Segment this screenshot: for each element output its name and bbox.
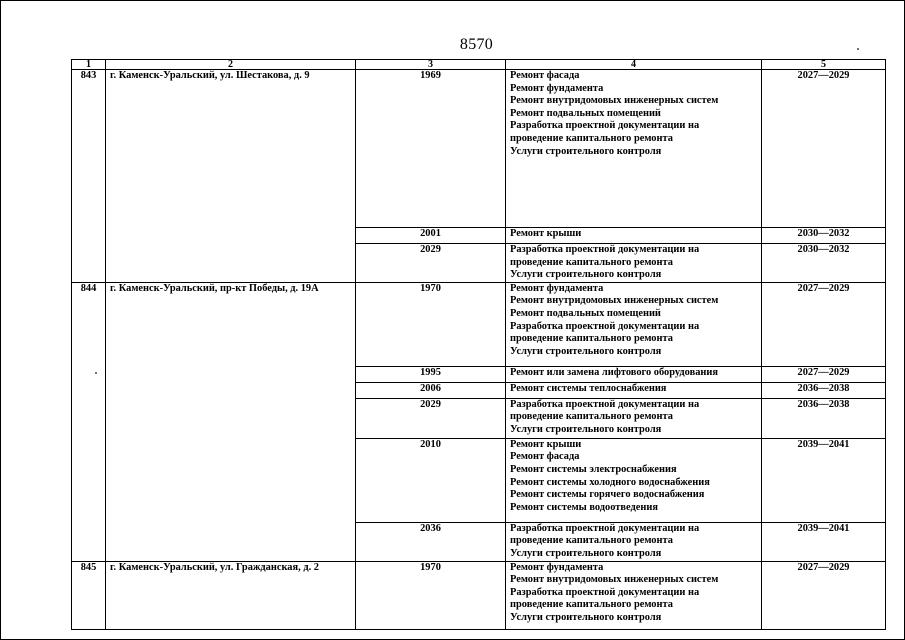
period-cell: 2030—2032 bbox=[762, 244, 886, 283]
works-cell bbox=[506, 228, 762, 244]
works-cell bbox=[506, 522, 762, 561]
building-number: 844 bbox=[72, 282, 106, 561]
work-item: Ремонт фасада bbox=[510, 70, 580, 81]
work-item: Разработка проектной документации на bbox=[510, 320, 700, 332]
works-cell bbox=[506, 438, 762, 522]
year-cell: 2001 bbox=[356, 228, 506, 244]
work-item: проведение капитального ремонта bbox=[510, 535, 673, 547]
building-address: г. Каменск-Уральский, ул. Гражданская, д. 2 bbox=[106, 561, 356, 629]
work-item: Ремонт внутридомовых инженерных систем bbox=[510, 295, 719, 307]
work-item: Разработка проектной документации на bbox=[510, 586, 700, 598]
building-number: 845 bbox=[72, 561, 106, 629]
page-number: 8570 bbox=[459, 36, 494, 53]
works-cell bbox=[506, 561, 762, 629]
building-address: г. Каменск-Уральский, ул. Шестакова, д. 9 bbox=[106, 70, 356, 283]
work-item: Разработка проектной документации на bbox=[510, 398, 700, 410]
column-header: 3 bbox=[356, 60, 506, 70]
year-cell: 2006 bbox=[356, 382, 506, 398]
year-cell: 1970 bbox=[356, 282, 506, 366]
work-item: проведение капитального ремонта bbox=[510, 599, 673, 611]
work-item: Ремонт крыши bbox=[510, 228, 582, 239]
column-header: 5 bbox=[762, 60, 886, 70]
work-item: Ремонт внутридомовых инженерных систем bbox=[510, 95, 719, 107]
work-item: Ремонт подвальных помещений bbox=[510, 107, 661, 119]
table-row bbox=[72, 282, 886, 366]
building-number: 843 bbox=[72, 70, 106, 283]
building-address: г. Каменск-Уральский, пр-кт Победы, д. 19А bbox=[106, 282, 356, 561]
year-cell: 1969 bbox=[356, 70, 506, 228]
work-item: Разработка проектной документации на bbox=[510, 120, 700, 132]
work-item: проведение капитального ремонта bbox=[510, 256, 673, 268]
table-row bbox=[72, 70, 886, 228]
period-cell: 2027—2029 bbox=[762, 561, 886, 629]
year-cell: 2029 bbox=[356, 398, 506, 438]
work-item: Ремонт системы электроснабжения bbox=[510, 463, 677, 475]
work-item: проведение капитального ремонта bbox=[510, 411, 673, 423]
period-cell: 2027—2029 bbox=[762, 282, 886, 366]
work-item: Услуги строительного контроля bbox=[510, 423, 662, 435]
period-cell: 2039—2041 bbox=[762, 522, 886, 561]
work-item: Ремонт системы горячего водоснабжения bbox=[510, 489, 705, 501]
period-cell: 2036—2038 bbox=[762, 382, 886, 398]
work-item: Разработка проектной документации на bbox=[510, 522, 700, 534]
work-item: Ремонт внутридомовых инженерных систем bbox=[510, 574, 719, 586]
work-item: Ремонт или замена лифтового оборудования bbox=[510, 366, 719, 378]
work-item: проведение капитального ремонта bbox=[510, 132, 673, 144]
table-body bbox=[72, 70, 886, 630]
work-item: Ремонт фундамента bbox=[510, 282, 604, 294]
period-cell: 2036—2038 bbox=[762, 398, 886, 438]
repair-schedule-table bbox=[71, 59, 886, 630]
period-cell: 2027—2029 bbox=[762, 70, 886, 228]
year-cell: 2010 bbox=[356, 438, 506, 522]
work-item: Разработка проектной документации на bbox=[510, 244, 700, 255]
period-cell: 2027—2029 bbox=[762, 366, 886, 382]
column-header: 1 bbox=[72, 60, 106, 70]
year-cell: 2029 bbox=[356, 244, 506, 283]
works-cell bbox=[506, 366, 762, 382]
work-item: проведение капитального ремонта bbox=[510, 333, 673, 345]
work-item: Услуги строительного контроля bbox=[510, 145, 662, 157]
work-item: Ремонт системы теплоснабжения bbox=[510, 382, 667, 394]
scan-speck bbox=[857, 48, 859, 50]
work-item: Услуги строительного контроля bbox=[510, 345, 662, 357]
works-cell bbox=[506, 282, 762, 366]
work-item: Ремонт крыши bbox=[510, 438, 582, 450]
period-cell: 2030—2032 bbox=[762, 228, 886, 244]
work-item: Ремонт фундамента bbox=[510, 561, 604, 573]
work-item: Ремонт подвальных помещений bbox=[510, 307, 661, 319]
work-item: Ремонт системы холодного водоснабжения bbox=[510, 476, 710, 488]
work-item: Ремонт системы водоотведения bbox=[510, 501, 658, 513]
table-row bbox=[72, 561, 886, 629]
year-cell: 1995 bbox=[356, 366, 506, 382]
period-cell: 2039—2041 bbox=[762, 438, 886, 522]
work-item: Ремонт фасада bbox=[510, 451, 580, 463]
works-cell bbox=[506, 382, 762, 398]
works-cell bbox=[506, 244, 762, 283]
year-cell: 2036 bbox=[356, 522, 506, 561]
year-cell: 1970 bbox=[356, 561, 506, 629]
work-item: Услуги строительного контроля bbox=[510, 547, 662, 559]
column-header: 4 bbox=[506, 60, 762, 70]
column-header: 2 bbox=[106, 60, 356, 70]
table-header-row bbox=[72, 60, 886, 70]
work-item: Услуги строительного контроля bbox=[510, 269, 662, 281]
work-item: Услуги строительного контроля bbox=[510, 611, 662, 623]
works-cell bbox=[506, 398, 762, 438]
work-item: Ремонт фундамента bbox=[510, 82, 604, 94]
works-cell bbox=[506, 70, 762, 228]
